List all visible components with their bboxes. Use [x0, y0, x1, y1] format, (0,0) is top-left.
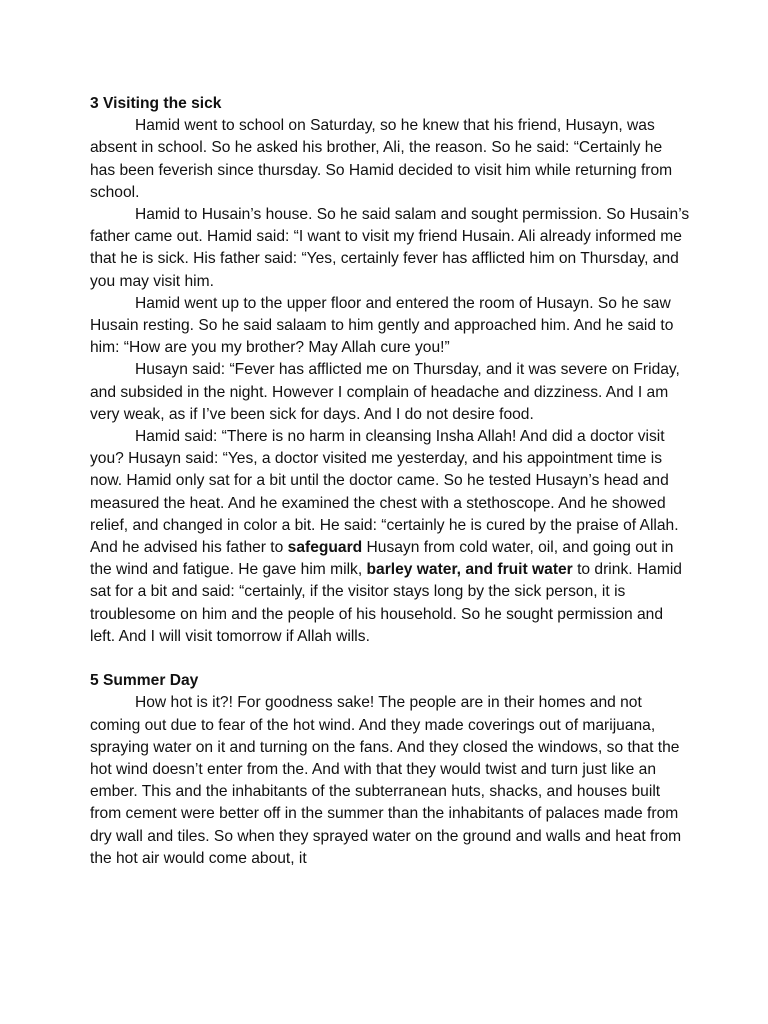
section-title: 3 Visiting the sick	[90, 95, 222, 112]
section-summer-day	[90, 670, 690, 870]
section-spacer	[90, 648, 690, 670]
paragraph: Husayn said: “Fever has afflicted me on Thursday, and it was severe on Friday, and subsided in the night. However I complain of headache and dizziness. And I am very weak, as if I’ve been sick for days. And I do not desire food.	[90, 361, 680, 423]
paragraph: How hot is it?! For goodness sake! The people are in their homes and not coming out due to fear of the hot wind. And they made coverings out of marijuana, spraying water on it and turning on the fans. And they closed the windows, so that the hot wind doesn’t enter from the. And with that they would twist and turn just like an ember. This and the inhabitants of the subterranean huts, shacks, and houses built from cement were better off in the summer than the inhabitants of palaces made from dry wall and tiles. So when they sprayed water on the ground and walls and heat from the hot air would come about, it	[90, 694, 682, 867]
paragraph: Hamid went up to the upper floor and entered the room of Husayn. So he saw Husain resting. So he said salaam to him gently and approached him. And he said to him: “How are you my brother? May Allah cure you!”	[90, 294, 674, 357]
paragraph: Hamid to Husain’s house. So he said salam and sought permission. So Husain’s father came out. Hamid said: “I want to visit my friend Husain. Ali already informed me that he is sick. His father said: “Yes, certainly fever has afflicted him on Thursday, and you may visit him.	[90, 206, 690, 290]
section-visiting-the-sick	[90, 93, 690, 648]
paragraph: Hamid said: “There is no harm in cleansing Insha Allah! And did a doctor visit you? Husayn said: “Yes, a doctor visited me yesterday, and his appointment time is now. Hamid only sat for a bit until the doctor came. So he tested Husayn’s head and measured the heat. And he examined the chest with a stethoscope. And he showed relief, and changed in color a bit. He said: “certainly he is cured by the praise of Allah. And he advised his father to safeguard Husayn from cold water, oil, and going out in the wind and fatigue. He gave him milk, barley water, and fruit water to drink. Hamid sat for a bit and said: “certainly, if the visitor stays long by the sick person, it is troublesome on him and the people of his household. So he sought permission and left. And I will visit tomorrow if Allah wills.	[90, 428, 682, 645]
document-page	[90, 93, 690, 870]
bold-text: safeguard	[287, 539, 363, 557]
section-title: 5 Summer Day	[90, 672, 199, 690]
bold-text: barley water, and fruit water	[366, 561, 573, 579]
paragraph: Hamid went to school on Saturday, so he knew that his friend, Husayn, was absent in school. So he asked his brother, Ali, the reason. So he said: “Certainly he has been feverish since thursday. So Hamid decided to visit him while returning from school.	[90, 117, 673, 201]
